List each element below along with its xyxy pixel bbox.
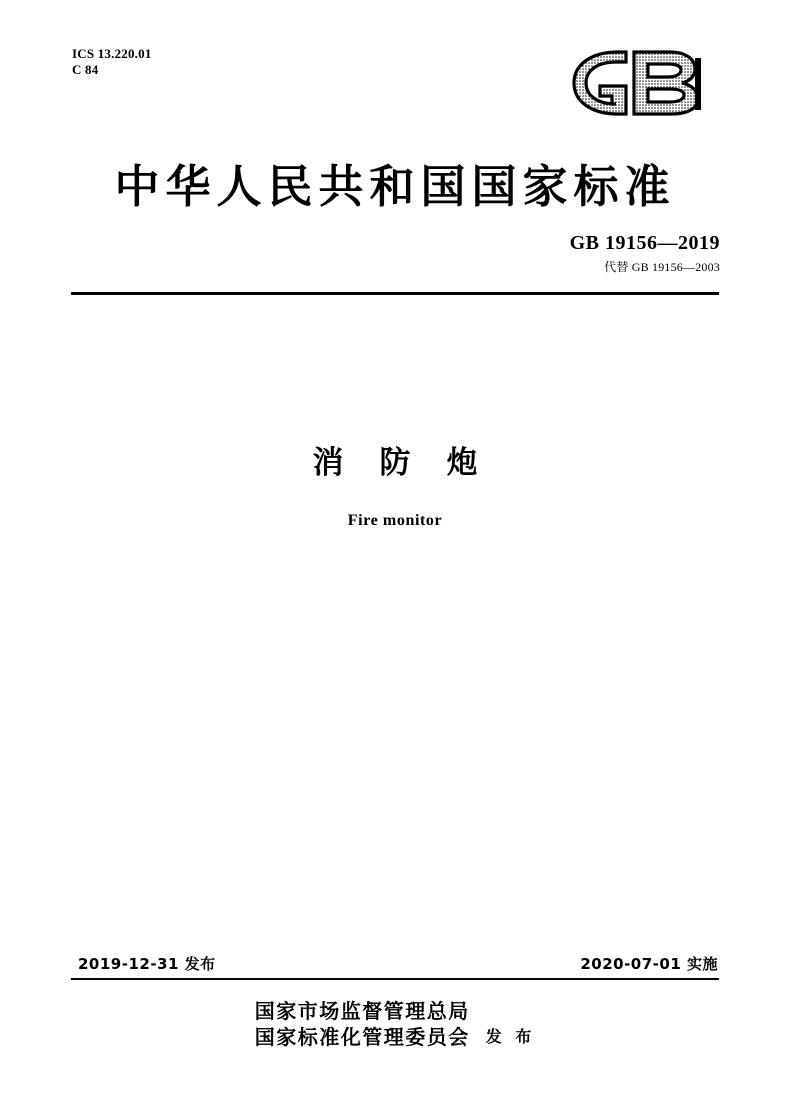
page-title: 中华人民共和国国家标准	[114, 160, 676, 213]
gb-logo-icon	[552, 44, 722, 122]
standard-number: GB 19156—2019	[569, 232, 720, 254]
ccs-code: C 84	[72, 62, 99, 77]
standard-replaces: 代替 GB 19156—2003	[604, 260, 720, 274]
ics-classification-block	[72, 46, 152, 78]
divider-bottom	[71, 978, 719, 980]
issuer-action: 发 布	[485, 1027, 536, 1046]
subject-title-chinese: 消防炮	[312, 445, 514, 481]
issuer-line-2: 国家标准化管理委员会	[254, 1025, 470, 1049]
issuer-block	[0, 998, 790, 1050]
issuer-names	[255, 998, 470, 1050]
issue-date: 2019-12-31 发布	[78, 955, 216, 973]
standard-number-block	[570, 232, 720, 275]
divider-top	[71, 292, 719, 295]
implementation-date: 2020-07-01 实施	[580, 955, 718, 973]
ics-code: ICS 13.220.01	[72, 46, 152, 61]
issuer-line-1: 国家市场监督管理总局	[254, 999, 470, 1023]
subject-title-english: Fire monitor	[347, 512, 443, 529]
